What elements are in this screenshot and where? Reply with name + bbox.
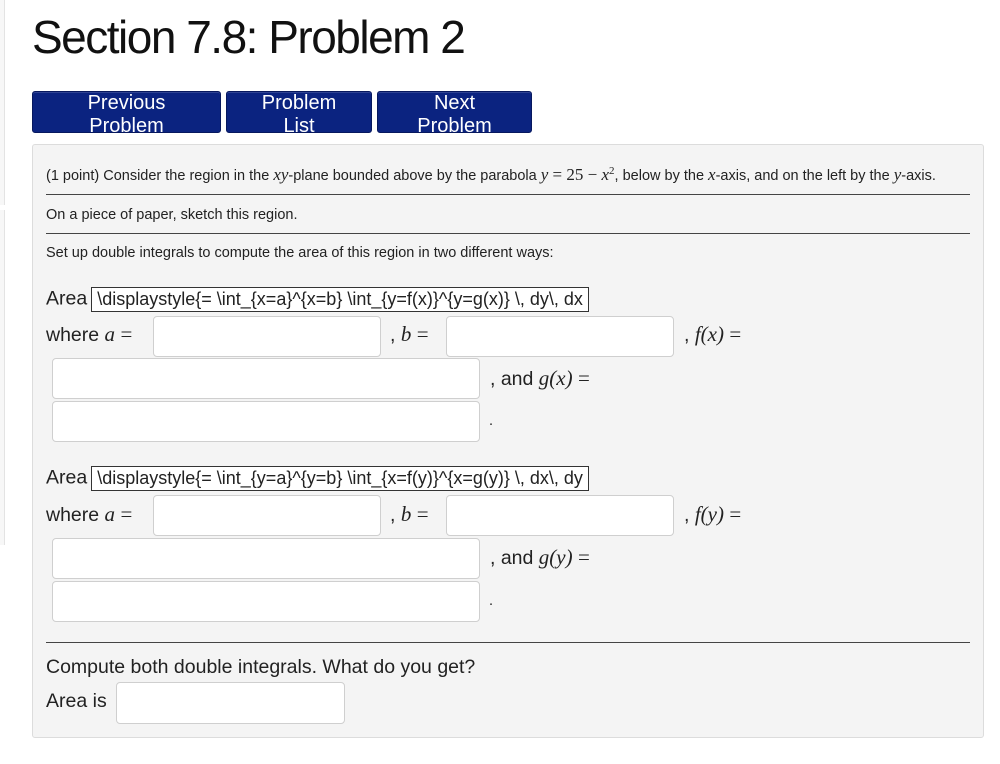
g-of-y: g(y)	[538, 545, 573, 569]
b-label-1	[390, 322, 429, 347]
and-text: , and	[490, 368, 534, 390]
equals-sign: =	[729, 502, 742, 526]
where-label-2	[46, 502, 132, 527]
area-is-label: Area is	[46, 690, 107, 712]
parabola-eq: = 25 −	[548, 165, 602, 184]
setup-instruction: Set up double integrals to compute the area of this region in two different ways:	[46, 245, 554, 261]
intro-text-5: -axis.	[901, 168, 936, 184]
f-label-1	[684, 322, 741, 347]
b-input-1[interactable]	[446, 316, 674, 357]
integral-formula-dy: \displaystyle{= \int_{y=a}^{y=b} \int_{x=f(y)}^{x=g(y)} \, dx\, dy	[91, 466, 589, 491]
equals-sign: =	[578, 366, 590, 390]
b-label-2	[390, 502, 429, 527]
compute-question: Compute both double integrals. What do you get?	[46, 656, 476, 678]
where-text: where	[46, 504, 100, 526]
parabola-x: x	[601, 165, 610, 184]
next-problem-button[interactable]: Next Problem	[377, 91, 532, 133]
problem-list-button[interactable]: Problem List	[226, 91, 372, 133]
a-input-1[interactable]	[153, 316, 381, 357]
intro-text-2: -plane bounded above by the parabola	[288, 168, 541, 184]
intro-var-y: y	[893, 165, 902, 184]
g-input-2[interactable]	[52, 581, 480, 622]
var-b: b	[400, 322, 412, 346]
f-label-2	[684, 502, 741, 527]
equals-sign: =	[120, 502, 133, 526]
area-label: Area	[46, 287, 88, 310]
area-label: Area	[46, 466, 88, 489]
divider	[46, 233, 970, 234]
var-a: a	[104, 502, 116, 526]
a-input-2[interactable]	[153, 495, 381, 536]
var-a: a	[104, 322, 116, 346]
var-b: b	[400, 502, 412, 526]
and-text: , and	[490, 547, 534, 569]
f-of-x: f(x)	[694, 322, 724, 346]
parabola-exponent: 2	[609, 165, 615, 178]
intro-var-x: x	[708, 165, 716, 184]
equals-sign: =	[578, 545, 590, 569]
previous-problem-button[interactable]: Previous Problem	[32, 91, 221, 133]
intro-var-xy: xy	[273, 165, 289, 184]
g-label-2	[490, 545, 590, 570]
comma: ,	[684, 504, 690, 526]
intro-text-1: (1 point) Consider the region in the	[46, 168, 274, 184]
area-result-input[interactable]	[116, 682, 345, 724]
equals-sign: =	[120, 322, 133, 346]
equals-sign: =	[416, 322, 429, 346]
parabola-y: y	[540, 165, 549, 184]
f-input-2[interactable]	[52, 538, 480, 579]
equals-sign: =	[729, 322, 742, 346]
area-row-2	[46, 466, 589, 491]
problem-nav	[32, 91, 532, 137]
divider	[46, 194, 970, 195]
intro-text-3: , below by the	[614, 168, 709, 184]
g-input-1[interactable]	[52, 401, 480, 442]
where-label-1	[46, 322, 132, 347]
f-of-y: f(y)	[694, 502, 724, 526]
g-of-x: g(x)	[538, 366, 573, 390]
area-row-1	[46, 287, 589, 312]
comma: ,	[390, 504, 396, 526]
left-scroll-edge	[0, 0, 5, 205]
f-input-1[interactable]	[52, 358, 480, 399]
divider	[46, 642, 970, 643]
period: .	[489, 413, 494, 429]
where-text: where	[46, 324, 100, 346]
comma: ,	[390, 324, 396, 346]
period: .	[489, 593, 494, 609]
problem-panel	[32, 144, 984, 738]
page-title: Section 7.8: Problem 2	[32, 11, 465, 63]
sketch-instruction: On a piece of paper, sketch this region.	[46, 207, 298, 223]
equals-sign: =	[416, 502, 429, 526]
problem-intro	[46, 165, 936, 185]
left-scroll-edge-lower	[0, 210, 5, 545]
comma: ,	[684, 324, 690, 346]
intro-text-4: -axis, and on the left by the	[715, 168, 894, 184]
integral-formula-dx: \displaystyle{= \int_{x=a}^{x=b} \int_{y=f(x)}^{y=g(x)} \, dy\, dx	[91, 287, 589, 312]
g-label-1	[490, 366, 590, 391]
b-input-2[interactable]	[446, 495, 674, 536]
